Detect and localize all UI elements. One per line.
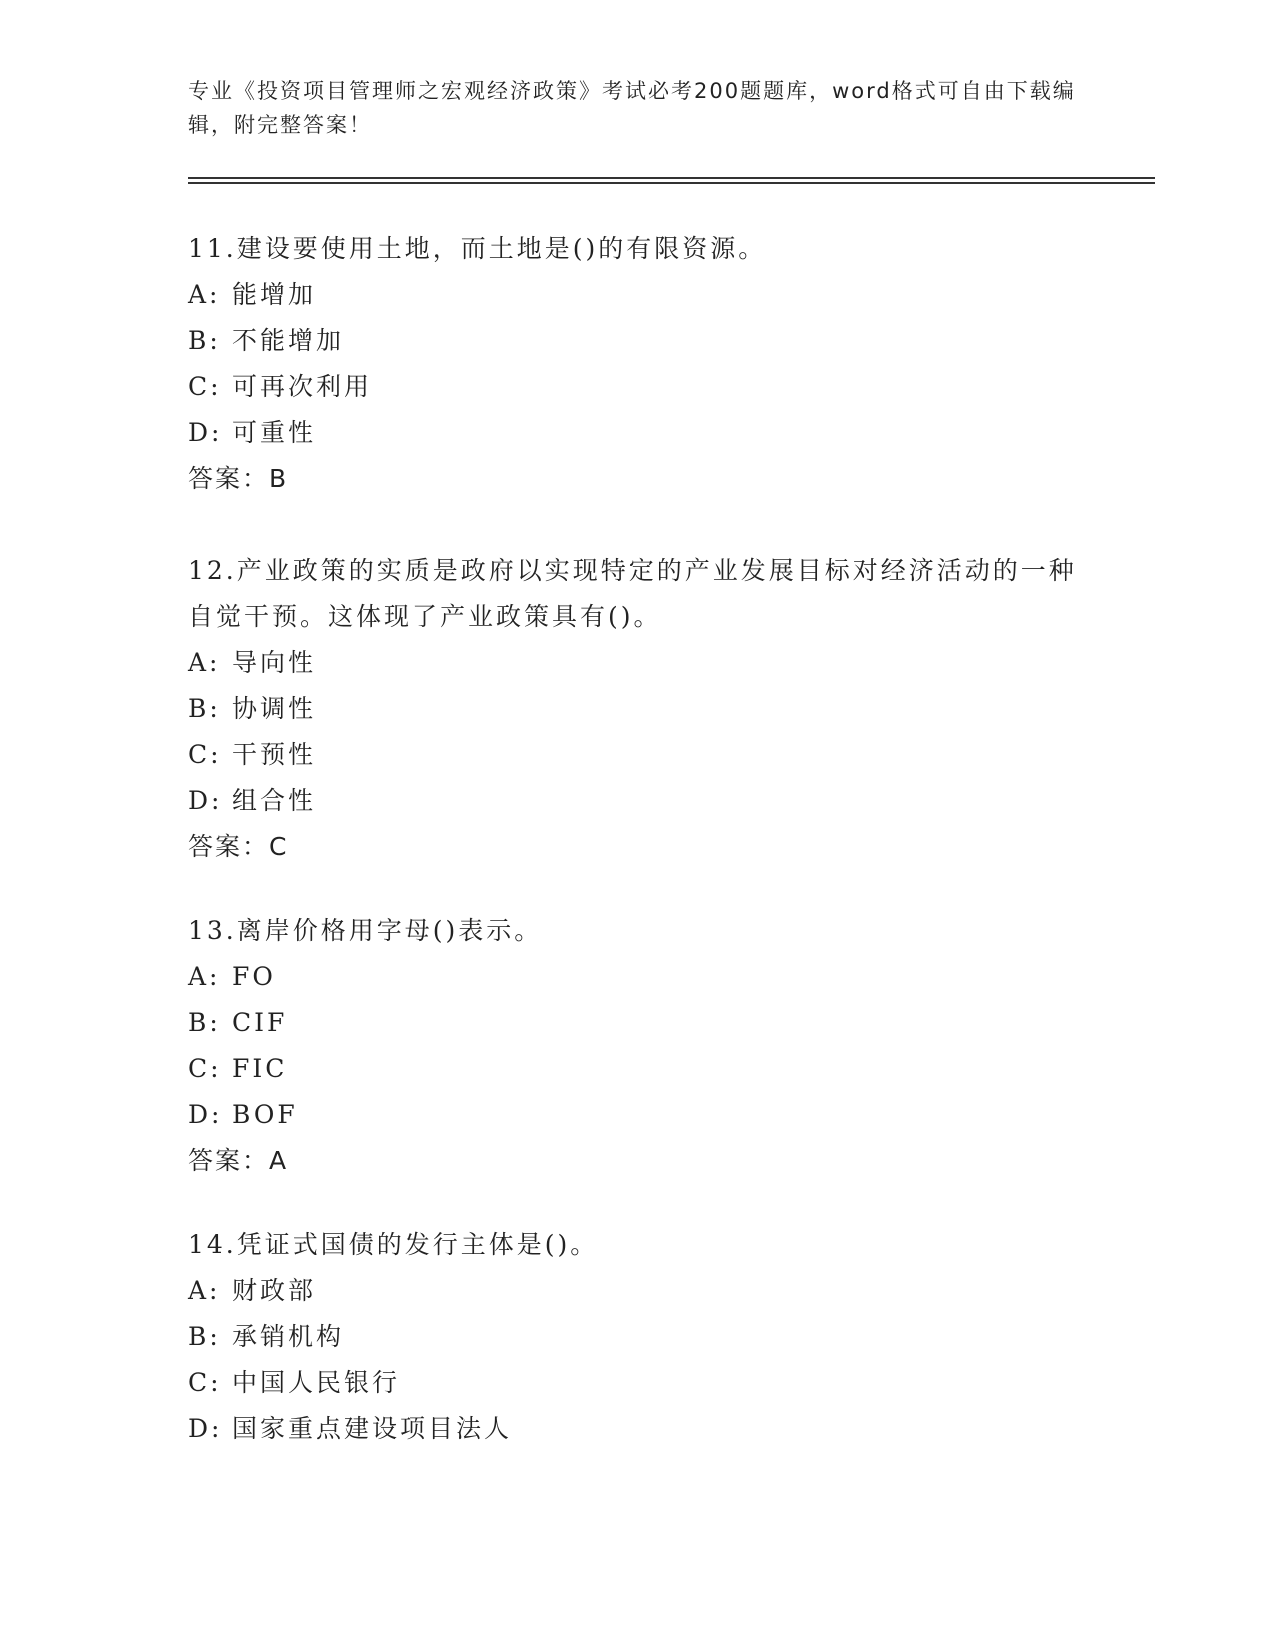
question-stem: 14.凭证式国债的发行主体是()。 [188,1230,599,1259]
option-text: 国家重点建设项目法人 [232,1414,513,1443]
option-text: FIC [232,1054,288,1083]
option-a [188,954,1088,1000]
header-divider-top [188,177,1155,179]
option-text: 财政部 [232,1276,317,1305]
option-letter: D: [188,1100,223,1129]
header-divider-bottom [188,182,1155,184]
option-b [188,318,1088,364]
option-letter: B: [188,1322,221,1351]
option-text: 能增加 [232,280,317,309]
option-c [188,364,1088,410]
option-text: 中国人民银行 [232,1368,401,1397]
option-letter: B: [188,1008,221,1037]
option-letter: A: [188,1276,221,1305]
option-letter: C: [188,740,222,769]
option-b [188,1314,1088,1360]
option-b [188,1000,1088,1046]
question-12 [188,548,1088,870]
question-11 [188,226,1088,502]
option-text: 组合性 [232,786,317,815]
question-stem: 12.产业政策的实质是政府以实现特定的产业发展目标对经济活动的一种自觉干预。这体现了产业政策具有()。 [188,556,1077,631]
option-letter: D: [188,1414,223,1443]
option-letter: A: [188,962,221,991]
question-14 [188,1222,1088,1452]
option-text: BOF [232,1100,298,1129]
option-letter: B: [188,326,221,355]
option-c [188,1046,1088,1092]
option-d [188,1092,1088,1138]
option-text: 承销机构 [232,1322,345,1351]
option-letter: D: [188,786,223,815]
option-letter: C: [188,1054,222,1083]
option-letter: A: [188,648,221,677]
answer-line: 答案：A [188,1146,289,1175]
option-text: 不能增加 [232,326,345,355]
option-letter: C: [188,1368,222,1397]
option-text: CIF [232,1008,288,1037]
option-c [188,732,1088,778]
option-letter: B: [188,694,221,723]
option-a [188,640,1088,686]
option-d [188,410,1088,456]
question-stem: 13.离岸价格用字母()表示。 [188,916,543,945]
option-b [188,686,1088,732]
option-a [188,272,1088,318]
question-stem: 11.建设要使用土地，而土地是()的有限资源。 [188,234,767,263]
option-letter: D: [188,418,223,447]
option-text: 可重性 [232,418,317,447]
option-c [188,1360,1088,1406]
option-text: 协调性 [232,694,317,723]
option-text: 可再次利用 [232,372,373,401]
question-13 [188,908,1088,1184]
option-text: FO [232,962,276,991]
answer-line: 答案：C [188,832,289,861]
option-text: 导向性 [232,648,317,677]
option-text: 干预性 [232,740,317,769]
answer-line: 答案：B [188,464,289,493]
option-d [188,1406,1088,1452]
option-d [188,778,1088,824]
option-letter: C: [188,372,222,401]
option-letter: A: [188,280,221,309]
document-header: 专业《投资项目管理师之宏观经济政策》考试必考200题题库，word格式可自由下载编辑，附完整答案！ [188,79,1076,137]
option-a [188,1268,1088,1314]
